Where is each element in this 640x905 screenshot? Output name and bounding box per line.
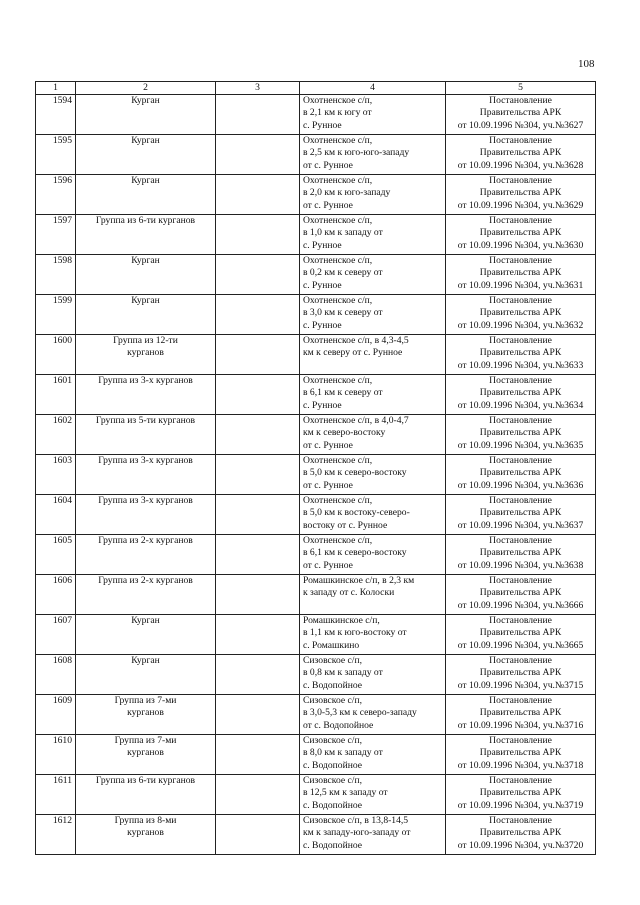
document-line: Постановление (489, 695, 552, 706)
location-line: в 6,1 км к северу от (303, 387, 383, 399)
location-line: от с. Рунное (303, 199, 353, 211)
header-row (36, 82, 596, 95)
monument-name-line: Группа из 5-ти курганов (95, 415, 196, 426)
document-line: Правительства АРК (479, 107, 562, 119)
column-3-cell (216, 655, 300, 695)
column-3-cell (216, 535, 300, 575)
document-line: от 10.09.1996 №304, уч.№3720 (457, 839, 584, 851)
location-line: с. Рунное (303, 119, 342, 131)
location-line: Сизовское с/п, (303, 695, 362, 706)
table-row (36, 575, 596, 615)
row-number: 1612 (36, 815, 76, 855)
document-line: Постановление (489, 815, 552, 826)
document-cell (446, 375, 596, 415)
column-3-cell (216, 495, 300, 535)
location-cell (300, 655, 446, 695)
document-cell (446, 535, 596, 575)
location-line: с. Ромашкино (303, 639, 360, 651)
location-line: с. Рунное (303, 239, 342, 251)
table-row (36, 655, 596, 695)
location-line: в 2,1 км к югу от (303, 107, 372, 119)
monument-name-cell (76, 415, 216, 455)
table-row (36, 815, 596, 855)
document-line: Правительства АРК (479, 507, 562, 519)
document-line: Правительства АРК (479, 707, 562, 719)
document-line: Правительства АРК (479, 147, 562, 159)
table-row (36, 135, 596, 175)
column-3-cell (216, 175, 300, 215)
row-number: 1607 (36, 615, 76, 655)
document-line: Правительства АРК (479, 187, 562, 199)
location-line: Охотненское с/п, (303, 375, 373, 386)
monument-name-line: Группа из 12-ти (113, 335, 178, 346)
location-line: в 0,8 км к западу от (303, 667, 383, 679)
document-line: Правительства АРК (479, 467, 562, 479)
monument-name-line: Курган (131, 615, 160, 626)
monument-name-line: Группа из 7-ми (114, 695, 177, 706)
document-line: от 10.09.1996 №304, уч.№3633 (457, 359, 584, 371)
location-cell (300, 815, 446, 855)
table-row (36, 175, 596, 215)
table-row (36, 415, 596, 455)
monument-name-line: Группа из 6-ти курганов (95, 215, 196, 226)
document-line: от 10.09.1996 №304, уч.№3666 (457, 599, 584, 611)
document-line: Постановление (489, 455, 552, 466)
document-line: Правительства АРК (479, 667, 562, 679)
document-cell (446, 215, 596, 255)
monument-name-line: курганов (127, 747, 164, 759)
document-cell (446, 335, 596, 375)
monument-name-cell (76, 215, 216, 255)
location-line: Охотненское с/п, в 4,3-4,5 (303, 335, 409, 346)
location-cell (300, 615, 446, 655)
location-line: Сизовское с/п, в 13,8-14,5 (303, 815, 409, 826)
monument-name-line: Группа из 2-х курганов (98, 575, 193, 586)
document-line: Постановление (489, 335, 552, 346)
column-3-cell (216, 615, 300, 655)
location-line: в 2,5 км к юго-юго-западу (303, 147, 410, 159)
document-line: от 10.09.1996 №304, уч.№3632 (457, 319, 584, 331)
location-line: с. Водопойное (303, 759, 363, 771)
table-row (36, 615, 596, 655)
row-number: 1598 (36, 255, 76, 295)
document-cell (446, 575, 596, 615)
monument-name-line: Курган (131, 655, 160, 666)
location-line: Сизовское с/п, (303, 655, 362, 666)
document-line: Постановление (489, 375, 552, 386)
table-row (36, 735, 596, 775)
monument-name-cell (76, 295, 216, 335)
row-number: 1602 (36, 415, 76, 455)
location-line: в 1,1 км к юго-востоку от (303, 627, 407, 639)
monument-name-cell (76, 615, 216, 655)
location-line: с. Рунное (303, 399, 342, 411)
document-line: Правительства АРК (479, 547, 562, 559)
location-cell (300, 695, 446, 735)
location-line: Охотненское с/п, (303, 135, 373, 146)
monument-name-cell (76, 735, 216, 775)
table-row (36, 215, 596, 255)
location-line: Охотненское с/п, (303, 255, 373, 266)
monument-name-cell (76, 815, 216, 855)
monument-name-cell (76, 175, 216, 215)
monument-name-cell (76, 535, 216, 575)
document-cell (446, 735, 596, 775)
monument-name-cell (76, 335, 216, 375)
location-line: км к северо-востоку (303, 427, 386, 439)
column-3-cell (216, 95, 300, 135)
column-header-1: 1 (36, 82, 76, 95)
document-cell (446, 295, 596, 335)
location-cell (300, 375, 446, 415)
document-line: Правительства АРК (479, 747, 562, 759)
document-cell (446, 95, 596, 135)
location-line: с. Водопойное (303, 839, 363, 851)
row-number: 1594 (36, 95, 76, 135)
location-line: от с. Рунное (303, 159, 353, 171)
location-line: Сизовское с/п, (303, 775, 362, 786)
column-3-cell (216, 415, 300, 455)
document-line: от 10.09.1996 №304, уч.№3627 (457, 119, 584, 131)
location-cell (300, 295, 446, 335)
location-line: в 5,0 км к востоку-северо- (303, 507, 410, 519)
document-line: Постановление (489, 775, 552, 786)
document-line: от 10.09.1996 №304, уч.№3631 (457, 279, 584, 291)
row-number: 1608 (36, 655, 76, 695)
location-line: от с. Рунное (303, 439, 353, 451)
document-cell (446, 655, 596, 695)
monument-name-cell (76, 135, 216, 175)
location-line: Ромашкинское с/п, в 2,3 км (303, 575, 415, 586)
monument-name-line: Группа из 8-ми (114, 815, 177, 826)
monument-name-cell (76, 695, 216, 735)
document-line: от 10.09.1996 №304, уч.№3665 (457, 639, 584, 651)
monument-name-cell (76, 255, 216, 295)
location-cell (300, 135, 446, 175)
monuments-table (35, 81, 596, 855)
row-number: 1596 (36, 175, 76, 215)
row-number: 1600 (36, 335, 76, 375)
row-number: 1601 (36, 375, 76, 415)
document-line: Постановление (489, 175, 552, 186)
table-row (36, 535, 596, 575)
monument-name-line: Курган (131, 175, 160, 186)
location-line: Охотненское с/п, (303, 175, 373, 186)
location-line: Охотненское с/п, в 4,0-4,7 (303, 415, 409, 426)
column-header-3: 3 (216, 82, 300, 95)
document-line: Постановление (489, 255, 552, 266)
monument-name-line: Группа из 3-х курганов (98, 495, 193, 506)
location-line: в 6,1 км к северо-востоку (303, 547, 407, 559)
monument-name-line: Курган (131, 95, 160, 106)
document-line: Правительства АРК (479, 627, 562, 639)
location-line: с. Водопойное (303, 679, 363, 691)
location-line: в 3,0 км к северу от (303, 307, 383, 319)
document-cell (446, 415, 596, 455)
row-number: 1610 (36, 735, 76, 775)
location-line: в 3,0-5,3 км к северо-западу (303, 707, 417, 719)
monument-name-line: курганов (127, 827, 164, 839)
column-header-2: 2 (76, 82, 216, 95)
document-line: от 10.09.1996 №304, уч.№3636 (457, 479, 584, 491)
row-number: 1611 (36, 775, 76, 815)
location-line: Охотненское с/п, (303, 215, 373, 226)
monument-name-line: Курган (131, 255, 160, 266)
document-cell (446, 695, 596, 735)
column-3-cell (216, 735, 300, 775)
row-number: 1603 (36, 455, 76, 495)
table-row (36, 455, 596, 495)
location-line: востоку от с. Рунное (303, 519, 388, 531)
document-line: Правительства АРК (479, 307, 562, 319)
document-line: от 10.09.1996 №304, уч.№3719 (457, 799, 584, 811)
document-line: Правительства АРК (479, 427, 562, 439)
monument-name-line: курганов (127, 347, 164, 359)
document-line: Постановление (489, 415, 552, 426)
document-line: от 10.09.1996 №304, уч.№3628 (457, 159, 584, 171)
document-line: от 10.09.1996 №304, уч.№3629 (457, 199, 584, 211)
column-header-4: 4 (300, 82, 446, 95)
monument-name-cell (76, 775, 216, 815)
location-line: с. Водопойное (303, 799, 363, 811)
monument-name-line: курганов (127, 707, 164, 719)
location-line: Охотненское с/п, (303, 95, 373, 106)
location-cell (300, 255, 446, 295)
document-line: Правительства АРК (479, 387, 562, 399)
monument-name-cell (76, 375, 216, 415)
location-line: к западу от с. Колоски (303, 587, 395, 599)
monument-name-line: Группа из 7-ми (114, 735, 177, 746)
location-line: с. Рунное (303, 279, 342, 291)
location-line: с. Рунное (303, 319, 342, 331)
column-3-cell (216, 295, 300, 335)
monument-name-cell (76, 655, 216, 695)
monument-name-line: Группа из 6-ти курганов (95, 775, 196, 786)
row-number: 1604 (36, 495, 76, 535)
document-cell (446, 135, 596, 175)
monument-name-line: Группа из 3-х курганов (98, 375, 193, 386)
table-row (36, 775, 596, 815)
location-line: от с. Водопойное (303, 719, 374, 731)
location-line: в 0,2 км к северу от (303, 267, 383, 279)
row-number: 1599 (36, 295, 76, 335)
location-line: от с. Рунное (303, 559, 353, 571)
location-cell (300, 535, 446, 575)
document-line: Постановление (489, 655, 552, 666)
document-cell (446, 255, 596, 295)
location-cell (300, 415, 446, 455)
table-row (36, 695, 596, 735)
document-line: Правительства АРК (479, 267, 562, 279)
column-header-5: 5 (446, 82, 596, 95)
location-cell (300, 495, 446, 535)
document-line: Постановление (489, 135, 552, 146)
document-line: Постановление (489, 295, 552, 306)
location-line: в 1,0 км к западу от (303, 227, 383, 239)
monument-name-line: Курган (131, 135, 160, 146)
monument-name-cell (76, 95, 216, 135)
location-cell (300, 775, 446, 815)
document-line: от 10.09.1996 №304, уч.№3634 (457, 399, 584, 411)
document-line: Правительства АРК (479, 347, 562, 359)
location-line: Охотненское с/п, (303, 295, 373, 306)
monument-name-line: Группа из 3-х курганов (98, 455, 193, 466)
location-line: в 8,0 км к западу от (303, 747, 383, 759)
table-body (36, 95, 596, 855)
document-line: Постановление (489, 215, 552, 226)
location-line: в 12,5 км к западу от (303, 787, 388, 799)
row-number: 1597 (36, 215, 76, 255)
monument-name-cell (76, 455, 216, 495)
document-line: от 10.09.1996 №304, уч.№3637 (457, 519, 584, 531)
column-3-cell (216, 135, 300, 175)
location-line: Охотненское с/п, (303, 495, 373, 506)
document-line: Постановление (489, 615, 552, 626)
table-row (36, 375, 596, 415)
column-3-cell (216, 375, 300, 415)
document-cell (446, 495, 596, 535)
document-line: от 10.09.1996 №304, уч.№3716 (457, 719, 584, 731)
location-cell (300, 735, 446, 775)
table-row (36, 295, 596, 335)
location-cell (300, 335, 446, 375)
page-number: 108 (578, 58, 595, 70)
location-cell (300, 95, 446, 135)
document-cell (446, 455, 596, 495)
document-line: от 10.09.1996 №304, уч.№3718 (457, 759, 584, 771)
location-line: км к западу-юго-западу от (303, 827, 411, 839)
row-number: 1606 (36, 575, 76, 615)
document-line: Правительства АРК (479, 587, 562, 599)
document-line: от 10.09.1996 №304, уч.№3715 (457, 679, 584, 691)
table-row (36, 335, 596, 375)
column-3-cell (216, 575, 300, 615)
document-cell (446, 175, 596, 215)
table-row (36, 495, 596, 535)
document-line: от 10.09.1996 №304, уч.№3635 (457, 439, 584, 451)
document-line: Правительства АРК (479, 227, 562, 239)
document-line: Правительства АРК (479, 787, 562, 799)
location-cell (300, 575, 446, 615)
document-line: Постановление (489, 735, 552, 746)
location-line: в 5,0 км к северо-востоку (303, 467, 407, 479)
column-3-cell (216, 215, 300, 255)
location-cell (300, 215, 446, 255)
row-number: 1605 (36, 535, 76, 575)
document-cell (446, 775, 596, 815)
column-3-cell (216, 815, 300, 855)
column-3-cell (216, 335, 300, 375)
document-line: Постановление (489, 535, 552, 546)
monument-name-line: Курган (131, 295, 160, 306)
document-line: Постановление (489, 495, 552, 506)
location-line: в 2,0 км к юго-западу (303, 187, 391, 199)
monument-name-line: Группа из 2-х курганов (98, 535, 193, 546)
document-line: Постановление (489, 575, 552, 586)
location-line: км к северу от с. Рунное (303, 347, 403, 359)
table-row (36, 255, 596, 295)
column-3-cell (216, 775, 300, 815)
location-line: Охотненское с/п, (303, 455, 373, 466)
location-cell (300, 455, 446, 495)
column-3-cell (216, 255, 300, 295)
document-line: от 10.09.1996 №304, уч.№3630 (457, 239, 584, 251)
document-cell (446, 615, 596, 655)
document-cell (446, 815, 596, 855)
document-line: Правительства АРК (479, 827, 562, 839)
column-3-cell (216, 695, 300, 735)
monument-name-cell (76, 495, 216, 535)
location-cell (300, 175, 446, 215)
monument-name-cell (76, 575, 216, 615)
row-number: 1609 (36, 695, 76, 735)
location-line: Охотненское с/п, (303, 535, 373, 546)
document-line: Постановление (489, 95, 552, 106)
row-number: 1595 (36, 135, 76, 175)
table-row (36, 95, 596, 135)
location-line: Сизовское с/п, (303, 735, 362, 746)
column-3-cell (216, 455, 300, 495)
location-line: от с. Рунное (303, 479, 353, 491)
document-line: от 10.09.1996 №304, уч.№3638 (457, 559, 584, 571)
location-line: Ромашкинское с/п, (303, 615, 380, 626)
